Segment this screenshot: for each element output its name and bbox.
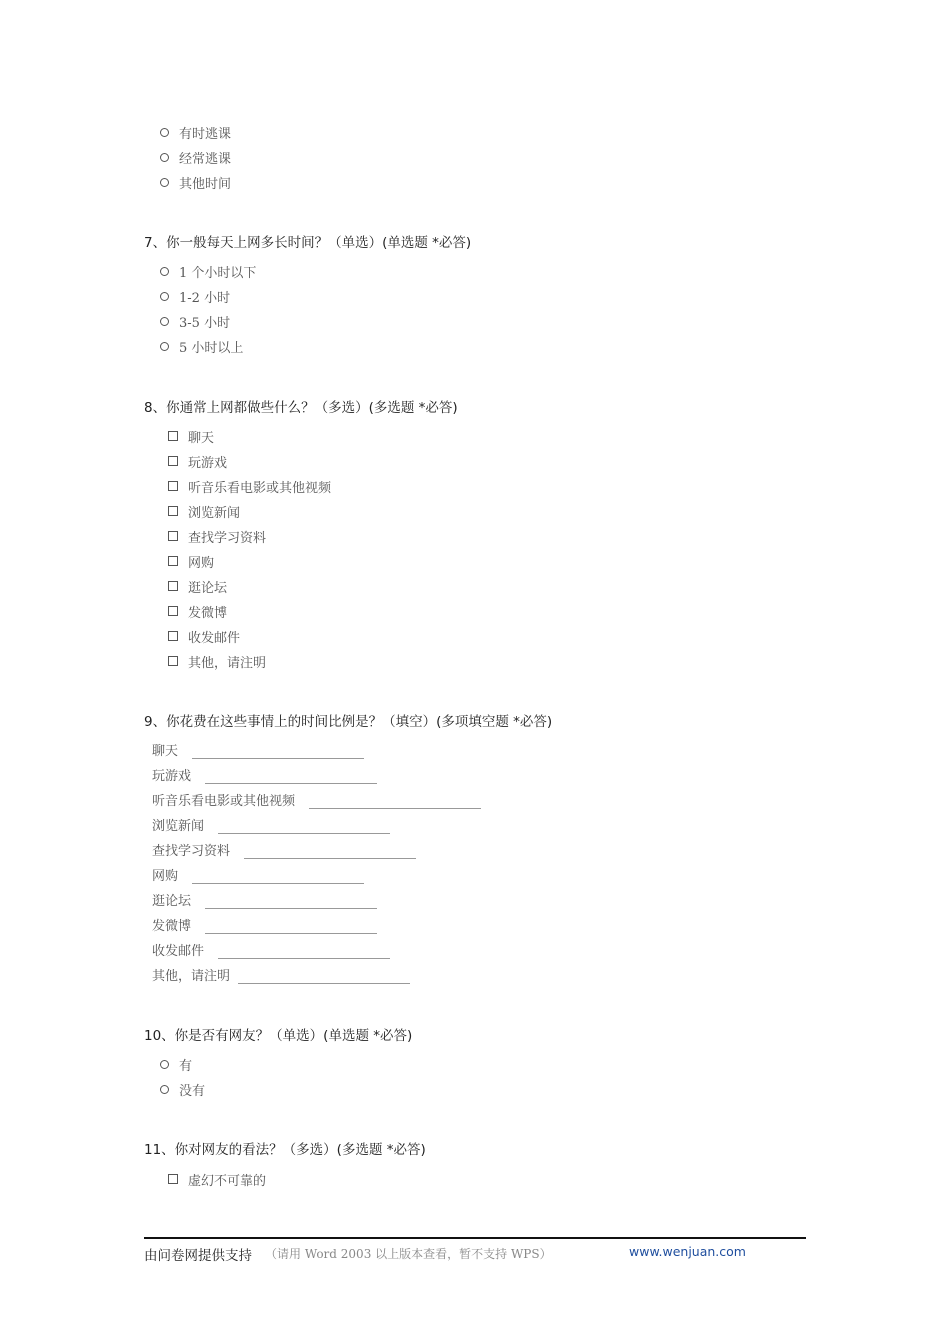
option-label: 5 小时以上 (179, 340, 244, 356)
q8-option-3[interactable] (168, 502, 240, 520)
checkbox-icon[interactable] (168, 506, 178, 516)
q9-fill-item-4 (152, 841, 416, 859)
q9-fill-item-7 (152, 916, 377, 934)
q7-option-3[interactable] (160, 337, 243, 355)
q8-option-7[interactable] (168, 602, 227, 620)
q11-option-0[interactable] (168, 1170, 266, 1188)
q8-option-9[interactable] (168, 652, 266, 670)
radio-icon[interactable] (160, 128, 169, 137)
q10-title: 10、你是否有网友？（单选）(单选题 *必答) (144, 1028, 413, 1044)
q9-fill-item-5 (152, 866, 364, 884)
q8-option-8[interactable] (168, 627, 240, 645)
option-label: 查找学习资料 (188, 530, 267, 546)
radio-icon[interactable] (160, 267, 169, 276)
q8-option-4[interactable] (168, 527, 266, 545)
option-label: 没有 (179, 1083, 206, 1099)
q9-fill-item-0 (152, 741, 364, 759)
q8-option-1[interactable] (168, 452, 227, 470)
q6-option-1[interactable] (160, 148, 231, 166)
radio-icon[interactable] (160, 178, 169, 187)
fill-label: 查找学习资料 (152, 844, 231, 859)
option-label: 发微博 (188, 605, 228, 621)
option-label: 网购 (188, 555, 215, 571)
fill-label: 浏览新闻 (152, 819, 205, 834)
q7-option-0[interactable] (160, 262, 256, 280)
q9-fill-item-1 (152, 766, 377, 784)
fill-label: 聊天 (152, 744, 179, 759)
q9-fill-item-9 (152, 966, 410, 984)
checkbox-icon[interactable] (168, 606, 178, 616)
q7-option-1[interactable] (160, 287, 230, 305)
q10-option-1[interactable] (160, 1080, 205, 1098)
radio-icon[interactable] (160, 1060, 169, 1069)
checkbox-icon[interactable] (168, 556, 178, 566)
option-label: 经常逃课 (179, 151, 232, 167)
fill-blank-input[interactable] (192, 871, 364, 884)
option-label: 1-2 小时 (179, 290, 231, 306)
q8-option-5[interactable] (168, 552, 214, 570)
footer-url-link[interactable]: www.wenjuan.com (629, 1244, 746, 1259)
radio-icon[interactable] (160, 153, 169, 162)
q8-option-2[interactable] (168, 477, 331, 495)
checkbox-icon[interactable] (168, 631, 178, 641)
checkbox-icon[interactable] (168, 481, 178, 491)
radio-icon[interactable] (160, 342, 169, 351)
q9-fill-item-8 (152, 941, 390, 959)
fill-label: 其他，请注明 (152, 969, 231, 984)
footer-brand: 由问卷网提供支持 (144, 1248, 252, 1264)
fill-blank-input[interactable] (244, 846, 416, 859)
checkbox-icon[interactable] (168, 656, 178, 666)
radio-icon[interactable] (160, 317, 169, 326)
footer-note: （请用 Word 2003 以上版本查看，暂不支持 WPS） (265, 1247, 552, 1261)
option-label: 其他，请注明 (188, 655, 267, 671)
option-label: 有 (179, 1058, 193, 1074)
option-label: 其他时间 (179, 176, 232, 192)
q7-title: 7、你一般每天上网多长时间？（单选）(单选题 *必答) (144, 235, 472, 251)
fill-blank-input[interactable] (218, 821, 390, 834)
footer-divider (144, 1237, 806, 1239)
option-label: 逛论坛 (188, 580, 228, 596)
option-label: 听音乐看电影或其他视频 (188, 480, 332, 496)
q9-fill-item-6 (152, 891, 377, 909)
option-label: 聊天 (188, 430, 215, 446)
q9-fill-item-3 (152, 816, 390, 834)
checkbox-icon[interactable] (168, 456, 178, 466)
q8-title: 8、你通常上网都做些什么？（多选）(多选题 *必答) (144, 400, 458, 416)
fill-blank-input[interactable] (205, 921, 377, 934)
q8-option-0[interactable] (168, 427, 214, 445)
checkbox-icon[interactable] (168, 531, 178, 541)
option-label: 1 个小时以下 (179, 265, 257, 281)
fill-label: 发微博 (152, 919, 192, 934)
fill-label: 玩游戏 (152, 769, 192, 784)
q9-fill-item-2 (152, 791, 481, 809)
option-label: 浏览新闻 (188, 505, 241, 521)
option-label: 虚幻不可靠的 (188, 1173, 267, 1189)
option-label: 玩游戏 (188, 455, 228, 471)
checkbox-icon[interactable] (168, 431, 178, 441)
fill-blank-input[interactable] (192, 746, 364, 759)
checkbox-icon[interactable] (168, 581, 178, 591)
q6-option-0[interactable] (160, 123, 231, 141)
fill-blank-input[interactable] (309, 796, 481, 809)
fill-blank-input[interactable] (238, 971, 410, 984)
q9-title: 9、你花费在这些事情上的时间比例是？（填空）(多项填空题 *必答) (144, 714, 553, 730)
q8-option-6[interactable] (168, 577, 227, 595)
fill-label: 听音乐看电影或其他视频 (152, 794, 296, 809)
fill-label: 逛论坛 (152, 894, 192, 909)
q7-option-2[interactable] (160, 312, 230, 330)
fill-blank-input[interactable] (218, 946, 390, 959)
q10-option-0[interactable] (160, 1055, 192, 1073)
fill-label: 收发邮件 (152, 944, 205, 959)
q6-option-2[interactable] (160, 173, 231, 191)
option-label: 3-5 小时 (179, 315, 231, 331)
fill-blank-input[interactable] (205, 771, 377, 784)
fill-blank-input[interactable] (205, 896, 377, 909)
fill-label: 网购 (152, 869, 179, 884)
radio-icon[interactable] (160, 292, 169, 301)
option-label: 有时逃课 (179, 126, 232, 142)
q11-title: 11、你对网友的看法？（多选）(多选题 *必答) (144, 1142, 426, 1158)
option-label: 收发邮件 (188, 630, 241, 646)
checkbox-icon[interactable] (168, 1174, 178, 1184)
radio-icon[interactable] (160, 1085, 169, 1094)
